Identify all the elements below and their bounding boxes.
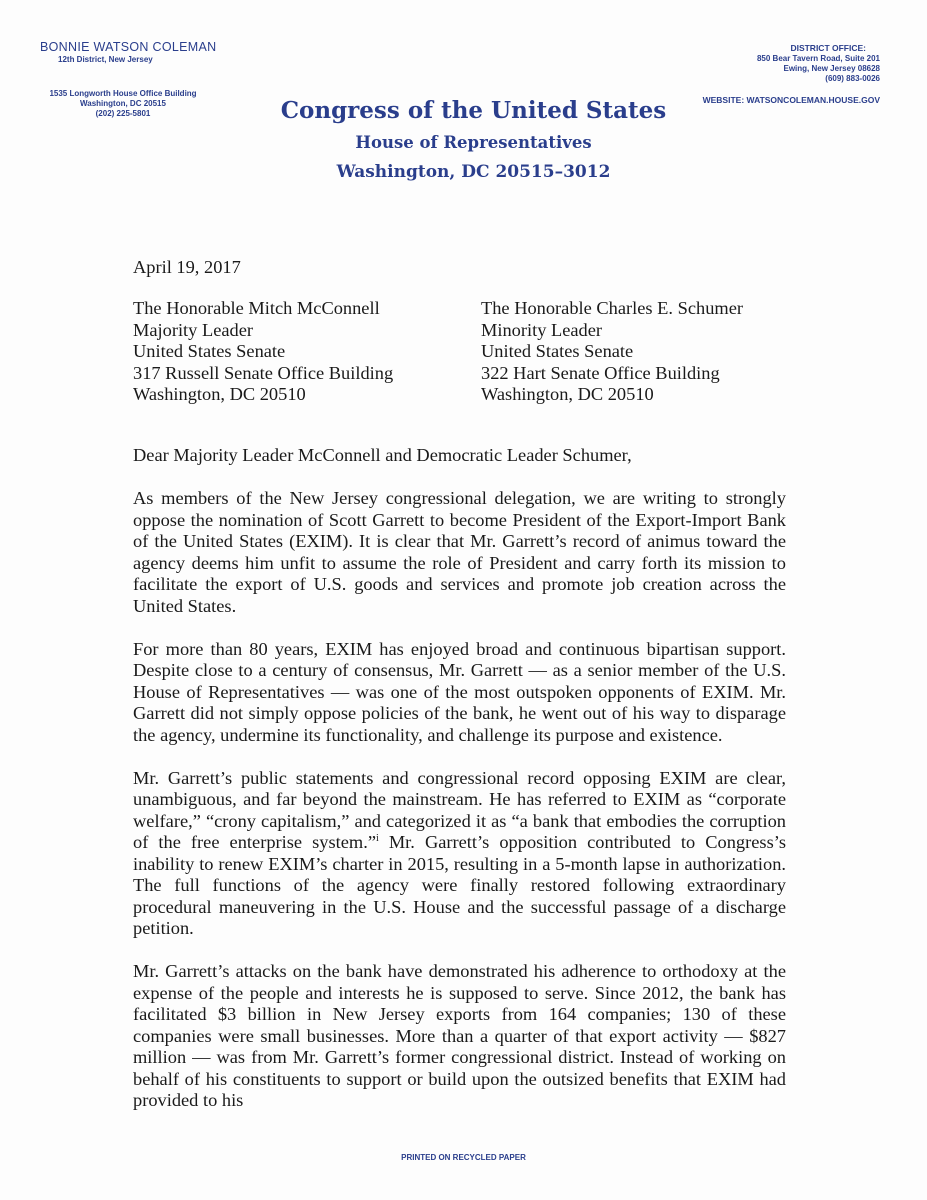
letter-date: April 19, 2017 [133, 257, 241, 277]
masthead-address: Washington, DC 20515–3012 [336, 162, 611, 182]
paragraph-3-part-1: Mr. Garrett’s public statements and congressional record opposing EXIM are clear, unambiguous, and far beyond the mainstream. He has referred to EXIM as “corporate welfare,” “crony capitalism,” and categorized it as “a bank that embodies the corruption of the free enterprise system.” [133, 767, 786, 852]
member-name: BONNIE WATSON COLEMAN [40, 40, 217, 54]
paragraph-3 [133, 768, 786, 940]
recipient-right-name: The Honorable Charles E. Schumer [481, 298, 743, 318]
recipient-left-body: United States Senate [133, 341, 286, 361]
recipient-right-city: Washington, DC 20510 [481, 384, 654, 404]
letter-body [133, 488, 786, 1133]
recipient-right [481, 298, 743, 406]
recipient-right-body: United States Senate [481, 341, 634, 361]
dc-office-phone: (202) 225-5801 [95, 109, 151, 118]
paragraph-3-part-2: Mr. Garrett’s opposition contributed to Congress’s inability to renew EXIM’s charter in 2015, resulting in a 5-month lapse in authorization. The full functions of the agency were finally restored following extraordinary procedural maneuvering in the U.S. House and the successful passage of a discharge petition. [133, 832, 786, 938]
dc-office-line1: 1535 Longworth House Office Building [49, 89, 197, 98]
recipient-left-title: Majority Leader [133, 319, 253, 340]
recipient-left-name: The Honorable Mitch McConnell [133, 298, 380, 318]
salutation: Dear Majority Leader McConnell and Democratic Leader Schumer, [133, 445, 632, 465]
district-office-address [757, 43, 880, 84]
dc-office-line2: Washington, DC 20515 [80, 99, 166, 108]
recipient-left-city: Washington, DC 20510 [133, 384, 306, 404]
recipient-left-building: 317 Russell Senate Office Building [133, 362, 394, 383]
paragraph-1: As members of the New Jersey congressional delegation, we are writing to strongly oppose the nomination of Scott Garrett to become President of the Export-Import Bank of the United States (EXIM). It is clear that Mr. Garrett’s record of animus toward the agency deems him unfit to assume the role of President and carry forth its mission to facilitate the export of U.S. goods and services and promote job creation across the United States. [133, 488, 786, 616]
district-office-phone: (609) 883-0026 [825, 74, 880, 83]
masthead-congress: Congress of the United States [280, 97, 667, 124]
recipient-right-building: 322 Hart Senate Office Building [481, 362, 720, 383]
paragraph-4: Mr. Garrett’s attacks on the bank have demonstrated his adherence to orthodoxy at the expense of the people and interests he is supposed to serve. Since 2012, the bank has facilitated $3 billion in New Jersey exports from 164 companies; 130 of these companies were small businesses. More than a quarter of that export activity — $827 million — was from Mr. Garrett’s former congressional district. Instead of working on behalf of his constituents to support or build upon the outsized benefits that EXIM had provided to his [133, 961, 786, 1110]
recipient-left [133, 298, 393, 406]
recycled-paper-footer: PRINTED ON RECYCLED PAPER [401, 1153, 526, 1162]
masthead-house: House of Representatives [355, 133, 592, 152]
district-office-line1: 850 Bear Tavern Road, Suite 201 [756, 54, 880, 63]
recipient-right-title: Minority Leader [481, 319, 603, 340]
paragraph-2: For more than 80 years, EXIM has enjoyed broad and continuous bipartisan support. Despite close to a century of consensus, Mr. Garrett — as a senior member of the U.S. House of Representatives — was one of the most outspoken opponents of EXIM. Mr. Garrett did not simply oppose policies of the bank, he went out of his way to disparage the agency, undermine its functionality, and challenge its purpose and existence. [133, 638, 786, 745]
district-office-line2: Ewing, New Jersey 08628 [783, 64, 880, 73]
footnote-marker: i [375, 832, 379, 844]
website: WEBSITE: WATSONCOLEMAN.HOUSE.GOV [702, 95, 880, 105]
member-district: 12th District, New Jersey [58, 55, 153, 64]
district-office-title: DISTRICT OFFICE: [790, 43, 866, 53]
